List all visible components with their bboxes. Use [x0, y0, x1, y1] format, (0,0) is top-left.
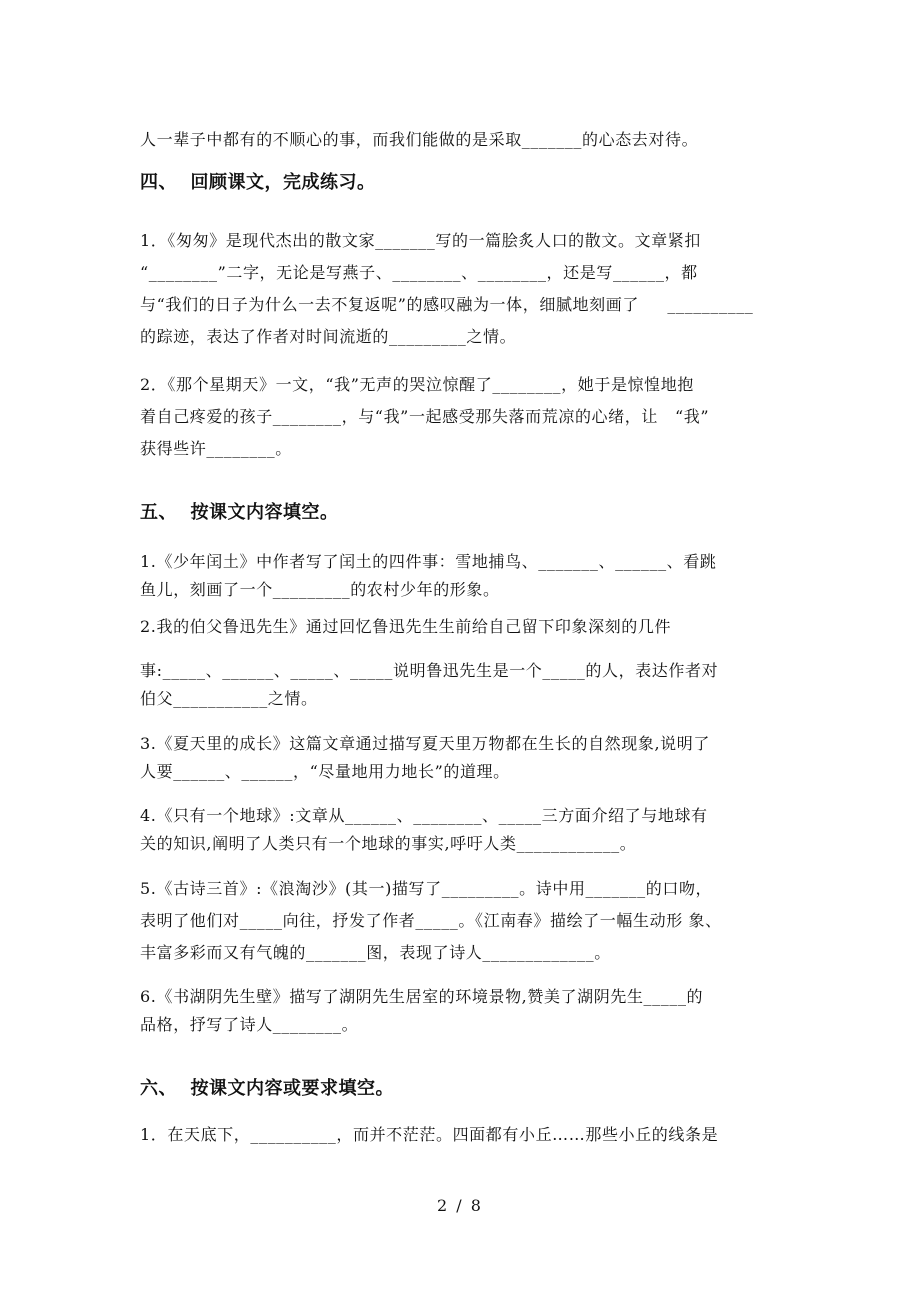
text-line: 伯父___________之情。	[140, 689, 318, 708]
text-line: 6.《书湖阴先生壁》描写了湖阴先生居室的环境景物,赞美了湖阴先生_____的	[140, 987, 704, 1006]
text-line: 人要______、______，“尽量地用力地长”的道理。	[140, 762, 510, 781]
text-line: 品格，抒写了诗人________。	[140, 1015, 359, 1034]
page-number: 2 / 8	[437, 1196, 483, 1215]
section-heading-5: 五、 按课文内容填空。	[140, 502, 339, 523]
text-line: 4.《只有一个地球》:文章从______、________、_____三方面介绍了与地球有	[140, 806, 708, 825]
text-line: 2．《那个星期天》一文，“我”无声的哭泣惊醒了________，她于是惊惶地抱	[140, 375, 694, 394]
text-line: 丰富多彩而又有气魄的_______图，表现了诗人_____________。	[140, 943, 611, 962]
section-heading-6: 六、 按课文内容或要求填空。	[140, 1078, 395, 1099]
text-line: 人一辈子中都有的不顺心的事，而我们能做的是采取_______的心态去对待。	[140, 130, 699, 149]
text-line: 3.《夏天里的成长》这篇文章通过描写夏天里万物都在生长的自然现象,说明了	[140, 734, 710, 753]
text-line: 表明了他们对_____向往，抒发了作者_____。《江南春》描绘了一幅生动形 象、	[140, 911, 722, 930]
text-line: “________”二字，无论是写燕子、________、________，还是写______，都	[140, 263, 698, 282]
text-line: 的踪迹，表达了作者对时间流逝的_________之情。	[140, 327, 517, 346]
text-line: 5.《古诗三首》:《浪淘沙》(其一)描写了_________。诗中用_______的口吻，	[140, 879, 713, 898]
text-line: 获得些许________。	[140, 439, 292, 458]
section-heading-4: 四、 回顾课文，完成练习。	[140, 172, 376, 193]
text-line: 着自己疼爱的孩子________，与“我”一起感受那失落而荒凉的心绪，让 “我”	[140, 407, 710, 426]
text-line: 1.《少年闰土》中作者写了闰土的四件事：雪地捕鸟、_______、______、看跳	[140, 552, 717, 571]
text-line: 鱼儿，刻画了一个_________的农村少年的形象。	[140, 580, 500, 599]
text-line: 2.我的伯父鲁迅先生》通过回忆鲁迅先生生前给自己留下印象深刻的几件	[140, 617, 672, 636]
text-line: 关的知识,阐明了人类只有一个地球的事实,呼吁人类____________。	[140, 834, 637, 853]
text-line: 1．《匆匆》是现代杰出的散文家_______写的一篇脍炙人口的散文。文章紧扣	[140, 231, 701, 250]
text-line: 事:_____、______、_____、_____说明鲁迅先生是一个_____的人，表达作者对	[140, 661, 719, 680]
text-line: 1．在天底下，__________，而并不茫茫。四面都有小丘……那些小丘的线条是	[140, 1125, 719, 1144]
text-line: 与“我们的日子为什么一去不复返呢”的感叹融为一体，细腻地刻画了 __________	[140, 295, 754, 314]
